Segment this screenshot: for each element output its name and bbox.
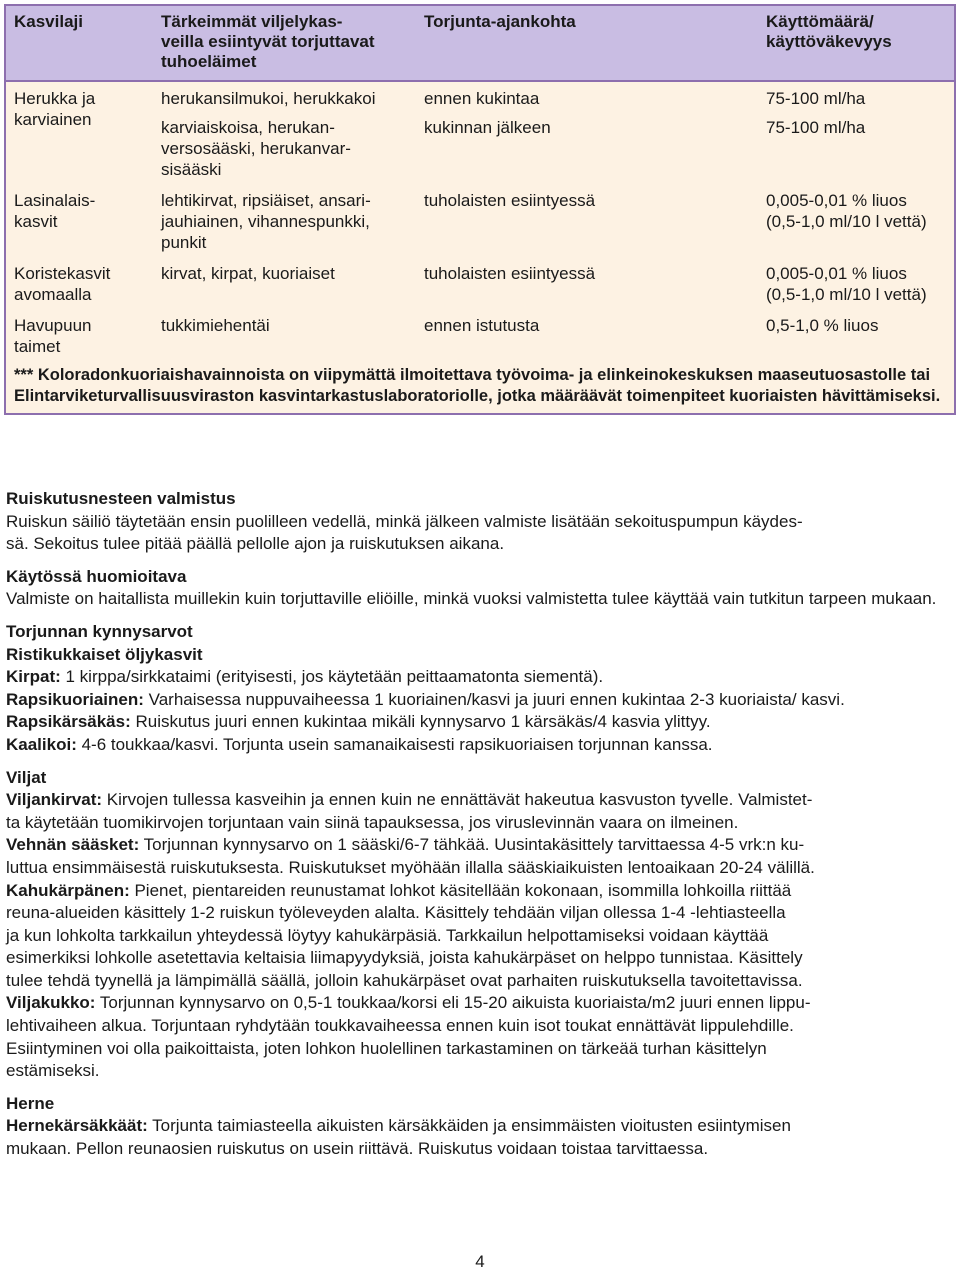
section-heading: Käytössä huomioitava xyxy=(6,566,187,586)
timing-cell: ennen istutusta xyxy=(424,316,540,335)
dose-cell: 0,005-0,01 % liuos (0,5-1,0 ml/10 l vettä) xyxy=(766,191,927,231)
table-row xyxy=(6,309,954,361)
threshold-label: Kaalikoi: xyxy=(6,734,77,754)
header-timing: Torjunta-ajankohta xyxy=(416,6,758,81)
pests-cell xyxy=(153,81,416,184)
threshold-label: Vehnän sääsket: xyxy=(6,835,140,855)
dose-cell xyxy=(758,81,954,184)
header-pests-text: Tärkeimmät viljelykas- veilla esiintyvät torjuttavat tuhoeläimet xyxy=(161,12,375,71)
timing-cell: tuholaisten esiintyessä xyxy=(424,264,596,283)
threshold-text: Torjunnan kynnysarvo on 1 sääski/6-7 tähkää. Uusintakäsittely tarvittaessa 4-5 vrk:n ku- luttua ensimmäisestä ruiskutuksesta. Ruiskutukset myöhään illalla sääskiaikuisten lentoaikaan 20-24 välillä. xyxy=(6,835,815,877)
section-heading: Torjunnan kynnysarvot xyxy=(6,621,193,641)
page-number: 4 xyxy=(475,1252,485,1271)
threshold-text: Torjunnan kynnysarvo on 0,5-1 toukkaa/korsi eli 15-20 aikuista kuoriaista/m2 juuri ennen lippu- lehtivaiheen alkua. Torjuntaan ryhdytään toukkavaiheessa ennen kuin isot toukat ennättävät lippulehdille. Esiintyminen voi olla paikoittaista, joten lohkon huolellinen tarkastaminen on tärkeää turhan käsittelyn estämiseksi. xyxy=(6,993,811,1081)
table-note: *** Koloradonkuoriaishavainnoista on viipymättä ilmoitettava työvoima- ja elinkeinokeskuksen maaseutuosastolle tai Elintarviketurvallisuusviraston kasvintarkastuslaboratoriolle, jotka määräävät toimenpiteet kuoriaisten hävittämiseksi. xyxy=(14,366,941,405)
threshold-label: Hernekärsäkkäät: xyxy=(6,1116,148,1136)
pests-line: lehtikirvat, ripsiäiset, ansari- jauhiainen, vihannespunkki, punkit xyxy=(161,191,371,252)
threshold-text: Torjunta taimiasteella aikuisten kärsäkkäiden ja ensimmäisten vioitusten esiintymisen mukaan. Pellon reunaosien ruiskutus on usein riittävä. Ruiskutus voidaan toistaa tarvittaessa. xyxy=(6,1116,791,1159)
timing-line: ennen kukintaa xyxy=(424,89,540,108)
section-paragraph: Valmiste on haitallista muillekin kuin torjuttaville eliöille, minkä vuoksi valmistetta tulee käyttää vain tutkitun tarpeen mukaan. xyxy=(6,589,937,609)
threshold-label: Rapsikuoriainen: xyxy=(6,689,144,709)
timing-cell xyxy=(416,81,758,184)
section-heading: Viljat xyxy=(6,767,47,787)
body-text xyxy=(6,488,950,1161)
dose-cell: 0,005-0,01 % liuos (0,5-1,0 ml/10 l vettä) xyxy=(766,264,927,304)
crop-cell: Koristekasvit avomaalla xyxy=(14,264,111,304)
threshold-text: Kirvojen tullessa kasveihin ja ennen kuin ne ennättävät hakeutua kasvuston tyvelle. Valmistet- ta käytetään tuomikirvojen torjuntaan vain siinä tapauksessa, jos viruslevinnän vaara on ilmeinen. xyxy=(6,790,813,832)
section-heading: Herne xyxy=(6,1093,55,1113)
header-dose xyxy=(758,6,954,81)
crop-cell: Herukka ja karviainen xyxy=(14,89,96,129)
dose-cell: 0,5-1,0 % liuos xyxy=(766,316,879,335)
threshold-item xyxy=(6,666,950,689)
threshold-item xyxy=(6,689,950,712)
header-dose-text: Käyttömäärä/ käyttöväkevyys xyxy=(766,12,892,51)
threshold-text: 4-6 toukkaa/kasvi. Torjunta usein samanaikaisesti rapsikuoriaisen torjunnan kanssa. xyxy=(76,734,713,754)
pest-table-grid xyxy=(6,6,954,413)
threshold-text: Pienet, pientareiden reunustamat lohkot käsitellään kokonaan, isommilla lohkoilla riittää reuna-alueiden käsittely 1-2 ruiskun työleveyden alalta. Käsittely tehdään viljan ollessa 1-4 -lehtiasteella ja kun lohkolta tarkkailun yhteydessä löytyy kahukärpäsiä. Tarkkailun helpottamiseksi voidaan käyttää esimerkiksi lohkolle asetettavia keltaisia liimapyydyksiä, joista kahukärpäset on helppo tunnistaa. Käsittely tulee tehdä tyynellä ja lämpimällä säällä, jolloin kahukärpäset ovat parhaiten ruiskutuksella tavoitettavissa. xyxy=(6,880,803,990)
pests-cell: kirvat, kirpat, kuoriaiset xyxy=(161,264,335,283)
threshold-label: Kahukärpänen: xyxy=(6,880,130,900)
timing-cell: tuholaisten esiintyessä xyxy=(424,191,596,210)
threshold-item xyxy=(6,834,950,879)
threshold-item xyxy=(6,789,950,834)
threshold-item xyxy=(6,1115,950,1160)
note-row xyxy=(6,361,954,413)
pests-line: karviaiskoisa, herukan- versosääski, herukanvar- sisääski xyxy=(161,118,351,179)
dose-line: 75-100 ml/ha xyxy=(766,118,866,137)
threshold-text: Varhaisessa nuppuvaiheessa 1 kuoriainen/kasvi ja juuri ennen kukintaa 2-3 kuoriaista/ kasvi. xyxy=(143,689,845,709)
table-row xyxy=(6,184,954,257)
table-header-row xyxy=(6,6,954,81)
threshold-label: Viljankirvat: xyxy=(6,790,103,810)
table-row xyxy=(6,257,954,309)
threshold-text: Ruiskutus juuri ennen kukintaa mikäli kynnysarvo 1 kärsäkäs/4 kasvia ylittyy. xyxy=(130,712,711,732)
threshold-text: 1 kirppa/sirkkataimi (erityisesti, jos käytetään peittaamatonta siementä). xyxy=(60,667,604,687)
pests-cell: tukkimiehentäi xyxy=(161,316,270,335)
section-paragraph: Ruiskun säiliö täytetään ensin puolilleen vedellä, minkä jälkeen valmiste lisätään sekoituspumpun käydes- sä. Sekoitus tulee pitää päällä pellolle ajon ja ruiskutuksen aikana. xyxy=(6,511,803,554)
threshold-label: Rapsikärsäkäs: xyxy=(6,712,131,732)
threshold-item xyxy=(6,880,950,993)
table-row xyxy=(6,81,954,184)
pests-line: herukansilmukoi, herukkakoi xyxy=(161,89,376,108)
threshold-item xyxy=(6,711,950,734)
threshold-item xyxy=(6,734,950,757)
threshold-label: Viljakukko: xyxy=(6,993,96,1013)
pests-cell xyxy=(153,184,416,257)
header-pests xyxy=(153,6,416,81)
threshold-item xyxy=(6,992,950,1082)
section-heading: Ruiskutusnesteen valmistus xyxy=(6,489,236,508)
dose-line: 75-100 ml/ha xyxy=(766,89,866,108)
timing-line: kukinnan jälkeen xyxy=(424,118,551,137)
crop-cell: Havupuun taimet xyxy=(14,316,92,356)
header-crop: Kasvilaji xyxy=(6,6,153,81)
crop-cell: Lasinalais- kasvit xyxy=(14,191,96,231)
pest-table xyxy=(4,4,956,415)
section-subheading: Ristikukkaiset öljykasvit xyxy=(6,644,203,664)
threshold-label: Kirpat: xyxy=(6,667,61,687)
